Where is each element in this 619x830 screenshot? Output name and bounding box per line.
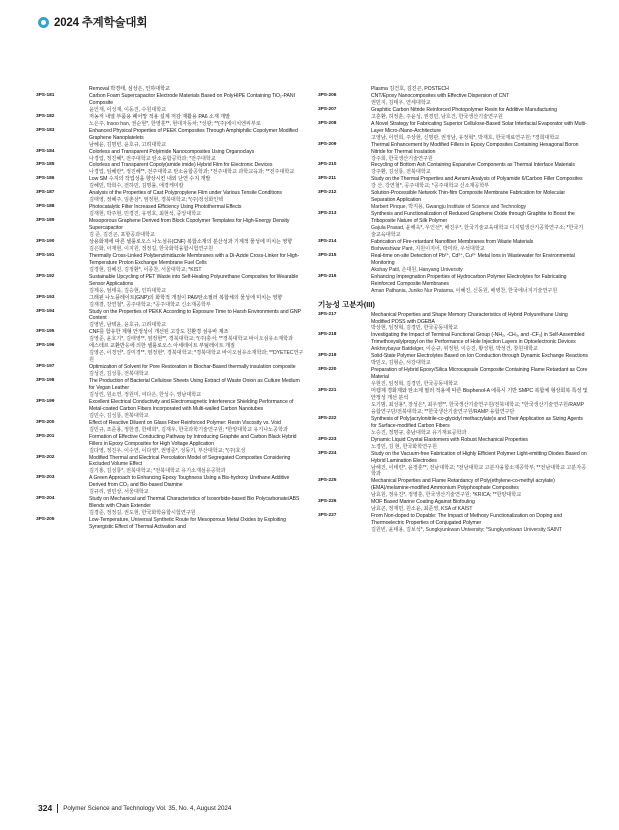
continued-entry xyxy=(318,86,588,93)
poster-code: 3PS-209 xyxy=(318,141,337,147)
footer-divider xyxy=(57,804,58,813)
continued-authors: 김건호, 김진곤, POSTECH xyxy=(389,86,449,92)
poster-body xyxy=(371,388,588,416)
poster-code: 3PS-220 xyxy=(318,367,337,373)
poster-authors: 박민오, 김형순, 서강대학교 xyxy=(371,360,431,367)
poster-authors: 고영남, 이연희, 주상현, 신명관, 권정남, 유정혁*, 박재호, 한국재료연구원; *경희대학교 xyxy=(371,134,560,141)
poster-authors: 노경민, 김 현, 한국화학연구원 xyxy=(371,443,437,450)
poster-authors: Bishweshwar Pant, 지원이지어, 박미라, 우석대학교 xyxy=(371,245,485,252)
poster-body xyxy=(89,274,306,295)
poster-entry xyxy=(36,218,306,239)
poster-entry xyxy=(318,162,588,176)
poster-body xyxy=(89,149,306,163)
poster-body xyxy=(89,253,306,274)
poster-title: Preparation of Hybrid Epoxy/Silica Microcapsule Composite Containing Flame Retardant as Core Material xyxy=(371,367,588,381)
poster-code: 3PS-214 xyxy=(318,238,337,244)
poster-body xyxy=(89,239,306,253)
poster-code: 3PS-192 xyxy=(36,273,55,279)
poster-code: 3PS-184 xyxy=(36,148,55,154)
poster-body xyxy=(89,295,306,309)
poster-authors: 김태영, 정혜주, 임춘삼*, 염정현, 경북대학교; *(주)정성화인텍 xyxy=(89,197,224,204)
poster-entry xyxy=(36,475,306,496)
poster-authors: Akshay Patil, 손대원, Hanyang University xyxy=(371,266,463,273)
poster-authors: 김경현, 김혜진, 김정환*, 이종찬, 서울대학교; *KIST xyxy=(89,266,202,273)
poster-authors: 윤인재, 이성재, 이동진, 수원대학교 xyxy=(89,106,167,113)
conference-logo-icon xyxy=(38,17,49,28)
poster-title: From Non-doped to Dopable: The Impact of Methoxy Functionalization on Doping and Thermoelectric Properties of Conjugated Polymer xyxy=(371,513,563,527)
poster-code: 3PS-216 xyxy=(318,273,337,279)
poster-body xyxy=(89,114,306,128)
poster-title: Solution-Processible Network Thin-film Composite Membrane Fabrication for Molecular Separation Application xyxy=(371,190,566,204)
poster-code: 3PS-198 xyxy=(36,378,55,384)
poster-code: 3PS-213 xyxy=(318,211,337,217)
poster-entry xyxy=(318,478,588,499)
poster-code: 3PS-195 xyxy=(36,329,55,335)
poster-entry xyxy=(318,176,588,190)
poster-authors: 김경준, 정정길, 권도현, 한국화학융합시험연구원 xyxy=(89,510,196,517)
poster-title: 저농저 내열 부품용 폐어망 적용 설계 저감 재활용 PA6 소재 개발 xyxy=(89,113,230,120)
poster-title: Excellent Electrical Conductivity and Electromagnetic Interference Shielding Performance of Metal-coated Carbon Fibers Incorporated with Multi-walled Carbon Nanotubes xyxy=(89,398,294,412)
poster-code: 3PS-196 xyxy=(36,343,55,349)
poster-body xyxy=(89,455,306,476)
poster-code: 3PS-204 xyxy=(36,496,55,502)
right-column xyxy=(318,86,588,534)
poster-title: Low-Temperature, Universal Synthetic Route for Mesoporous Metal Oxides by Exploiting Synergistic Effect of Thermal Activation and xyxy=(89,517,286,531)
section-entry-list xyxy=(318,312,588,535)
poster-body xyxy=(89,176,306,190)
poster-body xyxy=(371,211,588,239)
poster-entry xyxy=(36,343,306,364)
poster-body xyxy=(371,478,588,499)
left-column xyxy=(36,86,306,531)
poster-authors: 김다영, 정진우, 이수연, 이다영*, 권영준*, 성동기, 부산대학교; *(주)효성 xyxy=(89,447,246,454)
poster-title: A Novel Strategy for Fabricating Superior Cellulose-Based Solar Interfacial Evaporator with Multi-Layer Micro-/Nano-Architecture xyxy=(371,120,587,134)
poster-body xyxy=(89,329,306,343)
poster-code: 3PS-182 xyxy=(36,113,55,119)
poster-body xyxy=(89,420,306,434)
continued-authors: 박경태, 심상은, 인하대학교 xyxy=(110,86,170,92)
poster-code: 3PS-203 xyxy=(36,475,55,481)
poster-code: 3PS-181 xyxy=(36,92,55,98)
poster-code: 3PS-221 xyxy=(318,388,337,394)
poster-code: 3PS-201 xyxy=(36,433,55,439)
poster-authors: 남해진, 이태린*, 윤정훈**, 전남대학교; *전남대학교 고분자융합소재공학부; **전남대학교 고분자공학과 xyxy=(371,464,587,478)
poster-code: 3PS-222 xyxy=(318,415,337,421)
poster-body xyxy=(371,437,588,451)
poster-entry xyxy=(36,455,306,476)
poster-authors: 김민규, 조준용, 정한결, 한태희*, 김재우, 한국과학기술연구원; *한양대학교 유기나노공학과 xyxy=(89,426,288,433)
poster-code: 3PS-189 xyxy=(36,218,55,224)
poster-entry xyxy=(36,253,306,274)
poster-title: 머캡제 경화제와 탄소계 필러 적용에 따른 Bisphenol-A 에폭시 기반 SMPC 복합체 형상회복 특성 및 안정성 개선 분석 xyxy=(371,388,588,401)
page-number: 324 xyxy=(38,803,53,813)
poster-title: Formation of Effective Conducting Pathway by Introducing Graphite and Carbon Black Hybrid Fillers in Epoxy Composites for High Voltage Application xyxy=(89,433,297,447)
poster-title: 에스테르 교환반응에 의한 셀룰로오스 아세테이트 부틸레이트 개질 xyxy=(89,343,235,350)
poster-entry xyxy=(318,332,588,353)
poster-authors: 강주희, 한국생산기술연구원 xyxy=(371,155,433,162)
poster-body xyxy=(89,496,306,517)
poster-code: 3PS-226 xyxy=(318,499,337,505)
poster-entry xyxy=(318,437,588,451)
journal-citation: Polymer Science and Technology Vol. 35, No. 4, August 2024 xyxy=(63,804,232,812)
poster-authors: Ankhnybayar Batdelger, 이순규, 위정현, 이승진, 황성현, 박성건, 창원대학교 xyxy=(371,346,538,353)
poster-code: 3PS-225 xyxy=(318,478,337,484)
poster-entry xyxy=(36,420,306,434)
poster-body xyxy=(371,162,588,176)
continued-title: Removal xyxy=(89,86,109,92)
poster-body xyxy=(371,367,588,388)
poster-entry xyxy=(318,142,588,163)
poster-title: Solid-State Polymer Electrolytes Based on Ion Conduction through Dynamic Exchange Reactions xyxy=(371,353,588,360)
poster-entry xyxy=(318,451,588,479)
poster-authors: 도기범, 최성용*, 장성은*, 최우영**, 한국생산기술연구원/전북대학교; *한국생산기술연구원/RAMP 융합연구단/전북대학교; **한국생산기술연구원/RAMP 융합연구단 xyxy=(371,401,584,415)
poster-authors: 강주환, 김성룡, 전북대학교 xyxy=(371,169,431,176)
poster-authors: 김성진, 김성룡, 전북대학교 xyxy=(89,371,149,378)
poster-entry xyxy=(318,107,588,121)
poster-body xyxy=(89,399,306,420)
poster-title: CNF를 함유한 제형 안정성이 개선된 고강도 친환경 섬유바 제조 xyxy=(89,329,229,336)
poster-authors: 강 산, 강연철*, 공주대학교; *공주대학교 신소재공학부 xyxy=(371,183,490,190)
poster-title: Photocatalytic Filter Increased Efficiency Using Photothermal Effects xyxy=(89,204,242,211)
poster-body xyxy=(371,176,588,190)
poster-body xyxy=(371,121,588,142)
poster-title: Sustainable Upcycling of PET Waste into Self-Healing Polyurethane Composites for Wearable Sensor Applications xyxy=(89,273,299,287)
poster-authors: 김성린, 원소연, 정원미, 여다은, 한성수, 영남대학교 xyxy=(89,391,202,398)
poster-body xyxy=(89,204,306,218)
poster-authors: 김규리, 권민상, 서울대학교 xyxy=(89,489,149,496)
poster-title: Graphitic Carbon Nitride Reinforced Photopolymer Resin for Additive Manufacturing xyxy=(371,106,557,113)
poster-body xyxy=(89,162,306,176)
poster-entry xyxy=(318,274,588,295)
poster-entry xyxy=(318,93,588,107)
poster-authors: 남혜윤, 김명빈, 윤호규, 고려대학교 xyxy=(89,141,167,148)
poster-authors: 김원빈, 윤태용, 김보석*, Sungkyunkwan University; *Sungkyunkwan University SAINT xyxy=(371,527,562,534)
poster-title: Synthesis of Poly(acrylonitrile-co-glycidyl methacrylate)s and Their Application as Sizing Agents for Surface-modified Carbon Fibers xyxy=(371,415,583,429)
poster-authors: 남효곤, 정재민, 원소윤, 최준영, KSA of KAIST xyxy=(371,506,473,513)
poster-entry xyxy=(36,309,306,330)
poster-code: 3PS-218 xyxy=(318,332,337,338)
poster-entry xyxy=(36,114,306,128)
poster-entry xyxy=(318,211,588,239)
poster-entry xyxy=(36,378,306,399)
poster-entry xyxy=(36,162,306,176)
poster-code: 3PS-210 xyxy=(318,162,337,168)
poster-entry xyxy=(36,128,306,149)
poster-entry xyxy=(318,312,588,333)
poster-body xyxy=(89,128,306,149)
poster-body xyxy=(371,274,588,295)
poster-authors: 김영곤, 이경언*, 김미경**, 염정현*, 경북대학교; *경북대학교 바이오섬유소재학과; **DYETEC연구원 xyxy=(89,350,304,364)
poster-code: 3PS-207 xyxy=(318,106,337,112)
poster-authors: 고훈환, 허정훈, 주윤성, 권경민, 남호건, 한국생산기술연구원 xyxy=(371,113,503,120)
poster-body xyxy=(371,332,588,353)
poster-title: Thermal Enhancement by Modified Fillers in Epoxy Composites Containing Hexagonal Boron Nitride for Thermal Insulation xyxy=(371,141,579,155)
poster-entry xyxy=(36,434,306,455)
poster-title: Modified Thermal and Electrical Percolation Model of Segregated Composites Considering Excluded Volume Effect xyxy=(89,454,291,468)
poster-title: Synthesis and Functionalization of Reduced Graphene Oxide through Graphite to Boost the Triboposite Nature of Silk Polymer xyxy=(371,211,575,225)
poster-title: Study on Mechanical and Thermal Characteristics of Isosorbide-based Bio Polycarbonate/ABS Blends with Chain Extender xyxy=(89,496,300,510)
poster-body xyxy=(371,513,588,534)
poster-title: Dynamic Liquid Crystal Elastomers with Robust Mechanical Properties xyxy=(371,436,528,443)
poster-code: 3PS-205 xyxy=(36,517,55,523)
poster-body xyxy=(89,218,306,239)
poster-body xyxy=(89,343,306,364)
poster-title: Carbon Foam Supercapacitor Electrode Materials Based on PolyHIPE Containing TiO₂-PANI Composite xyxy=(89,92,295,106)
poster-title: CNT/Epoxy Nanocomposites with Effective Dispersion of CNT xyxy=(371,92,510,99)
poster-authors: 김은화, 이재현, 이지원, 정정길, 한국화학융합시험연구원 xyxy=(89,245,214,252)
poster-title: A Green Approach to Enhancing Epoxy Toughness Using a Bis-hydroxy Urethane Additive Derived from CO₂ and Bio-based Diamine xyxy=(89,475,290,489)
poster-entry xyxy=(318,499,588,513)
poster-title: Analysis of the Properties of Cast Polypropylene Film under Various Tensile Conditions xyxy=(89,190,282,197)
poster-authors: Aman Pathania, Juniko Nur Pratama, 이혜진, 신동원, 배병찬, 한국에너지기술연구원 xyxy=(371,287,558,294)
poster-code: 3PS-206 xyxy=(318,92,337,98)
poster-code: 3PS-211 xyxy=(318,176,337,182)
poster-entry xyxy=(36,496,306,517)
poster-authors: 노은주, Insoo han, 권순현*, 한영훈**, 현대자동차; *성광; **(주)에이치엔씨부로 xyxy=(89,120,261,127)
poster-entry xyxy=(36,93,306,114)
poster-entry xyxy=(36,295,306,309)
poster-body xyxy=(89,517,306,531)
poster-body xyxy=(89,475,306,496)
poster-entry xyxy=(36,329,306,343)
poster-entry xyxy=(36,239,306,253)
poster-title: Mechanical Properties and Shape Memory Characteristics of Hybrid Polyurethane Using Modified POSS with DGEBA xyxy=(371,311,568,325)
poster-title: Colorless and Transparent Polyimide Nanocomposites Using Organoclays xyxy=(89,148,255,155)
poster-authors: Gajula Prasad, 윤해욱*, 우인선*, 배진우*, 한국기술교육대학교 디지털생산기공학연구소; *한국기술교육대학교 xyxy=(371,225,584,239)
poster-body xyxy=(371,93,588,107)
poster-code: 3PS-199 xyxy=(36,398,55,404)
poster-body xyxy=(371,353,588,367)
poster-body xyxy=(89,364,306,378)
poster-authors: 권민지, 김태우, 연세대학교 xyxy=(371,99,431,106)
poster-code: 3PS-194 xyxy=(36,308,55,314)
poster-title: The Production of Bacterial Cellulose Sheets Using Extract of Waste Onion as Culture Medium for Vegan Leather xyxy=(89,378,300,391)
poster-authors: 김혜민, 박희수, 전하민, 김명률, 애경케미칼 xyxy=(89,183,184,190)
poster-body xyxy=(371,451,588,479)
poster-title: Study on the Vacuum-free Fabrication of Highly Efficient Polymer Light-emitting Diodes Based on Hybrid Lamination Electrodes xyxy=(371,450,587,464)
poster-body xyxy=(89,378,306,399)
poster-code: 3PS-217 xyxy=(318,311,337,317)
poster-title: 상용화제에 따른 셀룰로오스 나노섬유(CNF) 복합소재의 분산성과 기계적 물성에 미치는 영향 xyxy=(89,238,293,245)
poster-entry xyxy=(36,204,306,218)
poster-title: Optimization of Solvent for Pore Restoration in Biochar-Based thermally insulation composite xyxy=(89,364,296,371)
poster-body xyxy=(371,253,588,274)
poster-entry xyxy=(318,353,588,367)
page-header xyxy=(38,12,147,32)
poster-authors: Marbert Pinque, 박지용, Gwangju Institute of Science and Technology xyxy=(371,204,527,211)
poster-authors: 김민수, 김성룡, 전북대학교 xyxy=(89,412,149,419)
poster-code: 3PS-212 xyxy=(318,190,337,196)
poster-title: Colorless and Transparent Copoly(amide imide) Hybrid Film for Electronic Devices xyxy=(89,162,273,169)
poster-entry xyxy=(318,513,588,534)
page-footer xyxy=(38,803,231,813)
poster-code: 3PS-208 xyxy=(318,120,337,126)
poster-title: Enhanced Physical Properties of PEEK Composites Through Amphiphilic Copolymer Modified Graphene Nanoplatelets xyxy=(89,127,298,141)
poster-code: 3PS-215 xyxy=(318,252,337,258)
poster-entry xyxy=(36,274,306,295)
poster-code: 3PS-197 xyxy=(36,364,55,370)
poster-title: Thermally Cross-Linked Polybenzimidazole Membranes with a Di-Azide Cross-Linker for High-Temperature Proton Exchange Membrane Fuel Cells xyxy=(89,252,300,266)
poster-title: Mechanical Properties and Flame Retardancy of Poly(ethylene-co-methyl acrylate) (EMA)/melamine-modified Ammonium Polyphosphate Composites xyxy=(371,478,555,492)
poster-entry xyxy=(318,121,588,142)
poster-authors: 우현진, 임정혁, 김경민, 한국공동대학교 xyxy=(371,381,458,388)
poster-code: 3PS-223 xyxy=(318,436,337,442)
poster-title: Low SM 수지의 작업성을 향상시킨 내외 난연 수지 개발 xyxy=(89,176,211,183)
poster-body xyxy=(89,190,306,204)
poster-code: 3PS-193 xyxy=(36,294,55,300)
continued-entry xyxy=(36,86,306,93)
poster-code: 3PS-183 xyxy=(36,127,55,133)
poster-code: 3PS-219 xyxy=(318,353,337,359)
poster-title: Recycling of Bottom Ash Containing Expansive Components as Thermal Interface Materials xyxy=(371,162,575,169)
poster-authors: 김제웅, 엄태욱, 김승현, 인하대학교 xyxy=(89,287,167,294)
poster-body xyxy=(371,190,588,211)
poster-code: 3PS-186 xyxy=(36,176,55,182)
poster-code: 3PS-200 xyxy=(36,419,55,425)
poster-title: Effect of Reactive Diluent on Glass Fiber Reinforced Polymer: Resin Viscosity vs. Void xyxy=(89,419,281,426)
poster-title: 그래핀 나노플레이트(GNP)의 화학적 개질이 PA6/탄소필러 복합체의 물성에 미치는 영향 xyxy=(89,294,283,301)
poster-body xyxy=(371,107,588,121)
poster-code: 3PS-190 xyxy=(36,238,55,244)
poster-entry xyxy=(36,149,306,163)
poster-title: Real-time on-site Detection of Pb²⁺, Cd²⁺, Cu²⁺ Metal Ions in Wastewater for Environmental Monitoring xyxy=(371,252,575,266)
poster-authors: 남효원, 정유진*, 정영훈, 한국생산기술연구원; *KRICA; **한양대학교 xyxy=(371,492,522,499)
poster-body xyxy=(371,499,588,513)
poster-code: 3PS-227 xyxy=(318,513,337,519)
poster-authors: 노승진, 정명규, 충남대학교 유기재료공학과 xyxy=(371,429,467,436)
poster-body xyxy=(371,312,588,333)
poster-entry xyxy=(36,517,306,531)
poster-code: 3PS-188 xyxy=(36,204,55,210)
poster-entry xyxy=(36,364,306,378)
header-title: 2024 추계학술대회 xyxy=(54,17,148,29)
poster-entry xyxy=(318,239,588,253)
poster-entry xyxy=(318,190,588,211)
poster-authors: 나경업, 임혜란*, 정진혜**, 전주대학교 탄소융합공학과; *전주대학교 과학교육과; **전주대학교 xyxy=(89,169,295,176)
poster-body xyxy=(89,93,306,114)
poster-entry xyxy=(318,416,588,437)
poster-authors: 나경업, 정진혜*, 전주대학교 탄소융합공학과; *전주대학교 xyxy=(89,155,216,162)
poster-body xyxy=(89,434,306,455)
poster-body xyxy=(371,142,588,163)
poster-title: MOF Based Marine Coating Against Biofouling xyxy=(371,499,475,506)
poster-authors: 김 준, 김진곤, 포항공과대학교 xyxy=(89,232,155,239)
poster-authors: 김기홍, 김성룡*, 전북대학교; *전북대학교 유기소재섬유공학과 xyxy=(89,468,226,475)
left-entry-list xyxy=(36,93,306,531)
poster-code: 3PS-224 xyxy=(318,450,337,456)
continued-title: Plasma xyxy=(371,86,388,92)
poster-title: Study on the Thermal Properties and Avrami Analysis of Polyamide 6/Carbon Filler Composites xyxy=(371,176,583,183)
poster-entry xyxy=(318,388,588,416)
poster-authors: 김영준, 윤호기*, 김태영**, 염정현**, 경북대학교; *(주)충서; **경북대학교 바이오섬유소재학과 xyxy=(89,336,293,343)
poster-code: 3PS-191 xyxy=(36,252,55,258)
poster-entry xyxy=(36,399,306,420)
poster-entry xyxy=(318,253,588,274)
poster-title: Study on the Properties of PEKK According to Exposure Time to Harsh Environments and GNP Content xyxy=(89,308,301,322)
poster-body xyxy=(371,239,588,253)
poster-body xyxy=(371,416,588,437)
poster-code: 3PS-185 xyxy=(36,162,55,168)
poster-entry xyxy=(36,190,306,204)
poster-entry xyxy=(318,367,588,388)
right-entry-list xyxy=(318,93,588,295)
poster-code: 3PS-187 xyxy=(36,190,55,196)
poster-authors: 김영빈, 남택윤, 윤호규, 고려대학교 xyxy=(89,322,167,329)
poster-title: Enhancing Impregnation Properties of Hydrocarbon Polymer Electrolytes for Fabricating Reinforced Composite Membranes xyxy=(371,273,567,287)
poster-entry xyxy=(36,176,306,190)
poster-authors: 김재현, 박주현, 민경진, 유영호, 최현석, 중앙대학교 xyxy=(89,211,202,218)
section-title: 기능성 고분자(III) xyxy=(318,299,375,309)
poster-title: Fabrication of Fire-retardant Nanofiber Membranes from Waste Materials xyxy=(371,238,534,245)
poster-authors: 박상현, 임정혁, 김경민, 한국공동대학교 xyxy=(371,325,458,332)
poster-title: Investigating the Impact of Terminal Functional Group (-NH₂, -CH₃, and -CF₃) in Self-Assembled Trimethoxysilylpropyl on the Performance of Hole Injection Layers in Optoelectronic Devices xyxy=(371,332,585,346)
poster-title: Mesoporous Graphene Derived from Block Copolymer Templates for High-Energy Density Supercapacitor xyxy=(89,218,290,232)
poster-code: 3PS-202 xyxy=(36,454,55,460)
poster-authors: 김재겸, 강연철*, 공주대학교; *공주대학교 신소재공학부 xyxy=(89,301,211,308)
poster-body xyxy=(89,309,306,330)
